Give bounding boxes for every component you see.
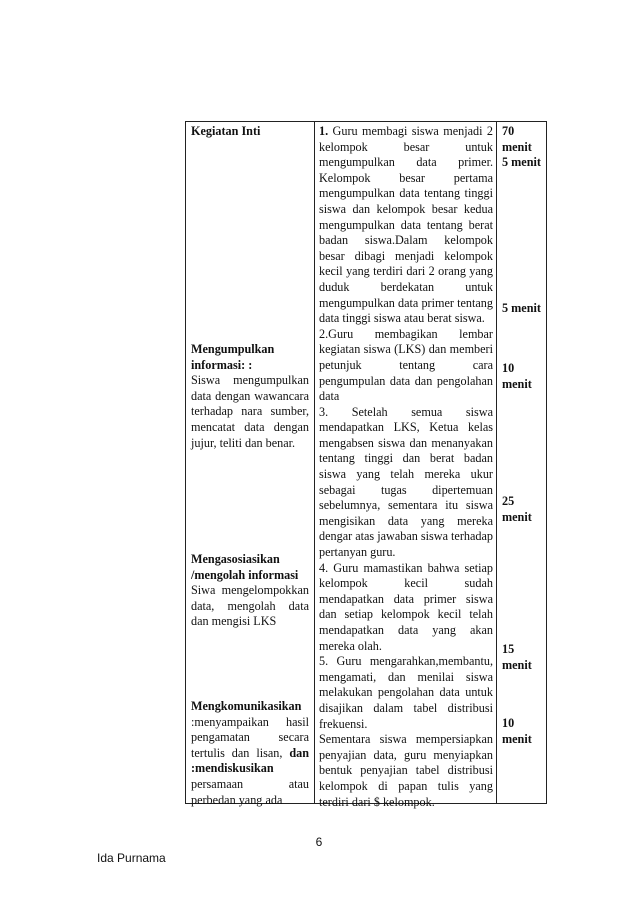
activity-step-6: Sementara siswa mempersiapkan penyajian data, guru menyiapkan bentuk penyajian tabel distribusi kelompok di papan tulis yang terdiri dari $ kelompok. (319, 732, 493, 809)
stage-associate (191, 552, 309, 630)
lesson-activity-table (185, 121, 547, 809)
activity-step-2: 2.Guru membagikan lembar kegiatan siswa (LKS) dan memberi petunjuk tentang cara pengumpulan data dan pengolahan data (319, 326, 493, 404)
page-number: 6 (315, 835, 323, 849)
stage-collect-info (191, 342, 309, 451)
stage-description: :menyampaikan hasil pengamatan secara tertulis dan lisan, dan :mendiskusikan persamaan atau perbedan yang ada (191, 714, 309, 807)
column-divider (496, 122, 497, 803)
activity-step-4: 4. Guru mamastikan bahwa setiap kelompok kecil sudah mendapatkan data primer siswa dan setiap kelompok kecil telah mendapatkan data yang akan mereka olah. (319, 560, 493, 653)
activity-step-5: 5. Guru mengarahkan,membantu, mengamati, dan menilai siswa melakukan pengolahan data untuk disajikan dalam tabel distribusi frekuensi. (319, 654, 493, 731)
time-allocation: 10 menit (502, 716, 532, 746)
stage-title: Mengasosiasikan /mengolah informasi (191, 552, 299, 582)
activity-column (319, 124, 493, 810)
time-allocation: 25 menit (502, 494, 532, 524)
stage-description: Siwa mengelompokkan data, mengolah data dan mengisi LKS (191, 583, 309, 629)
time-allocation: 10 menit (502, 361, 532, 391)
time-allocation: 5 menit (502, 301, 541, 315)
activity-step-3: 3. Setelah semua siswa mendapatkan LKS, Ketua kelas mengabsen siswa dan menanyakan tentang tinggi dan berat badan siswa yang telah mereka ukur sebagai tugas dipertemuan sebelumnya, sementara itu siswa mengisikan data yang mereka dengar atas jawaban siswa terhadap pertanyan guru. (319, 404, 493, 560)
stage-title: Mengkomunikasikan (191, 699, 302, 713)
time-allocation: 15 menit (502, 642, 532, 672)
activity-step-1: 1. Guru membagi siswa menjadi 2 kelompok besar untuk mengumpulkan data primer. Kelompok besar pertama mengumpulkan data tentang tinggi siswa dan kelompok besar kedua mengumpulkan data tentang berat badan siswa.Dalam kelompok besar dibagi menjadi kelompok kecil yang terdiri dari 2 orang yang duduk berdekatan untuk mengumpulkan data primer tentang data tinggi siswa atau berat siswa. (319, 124, 493, 326)
stage-title: Mengumpulkan informasi: : (191, 342, 275, 372)
stage-description: Siswa mengumpulkan data dengan wawancara terhadap nara sumber, mencatat data dengan jujur, teliti dan benar. (191, 373, 309, 450)
time-allocation: 70 menit (502, 124, 532, 154)
footer-author: Ida Purnama (97, 851, 166, 865)
time-allocation: 5 menit (502, 155, 541, 169)
stage-heading: Kegiatan Inti (191, 124, 261, 138)
stage-communicate (191, 699, 309, 808)
column-divider (314, 122, 315, 803)
